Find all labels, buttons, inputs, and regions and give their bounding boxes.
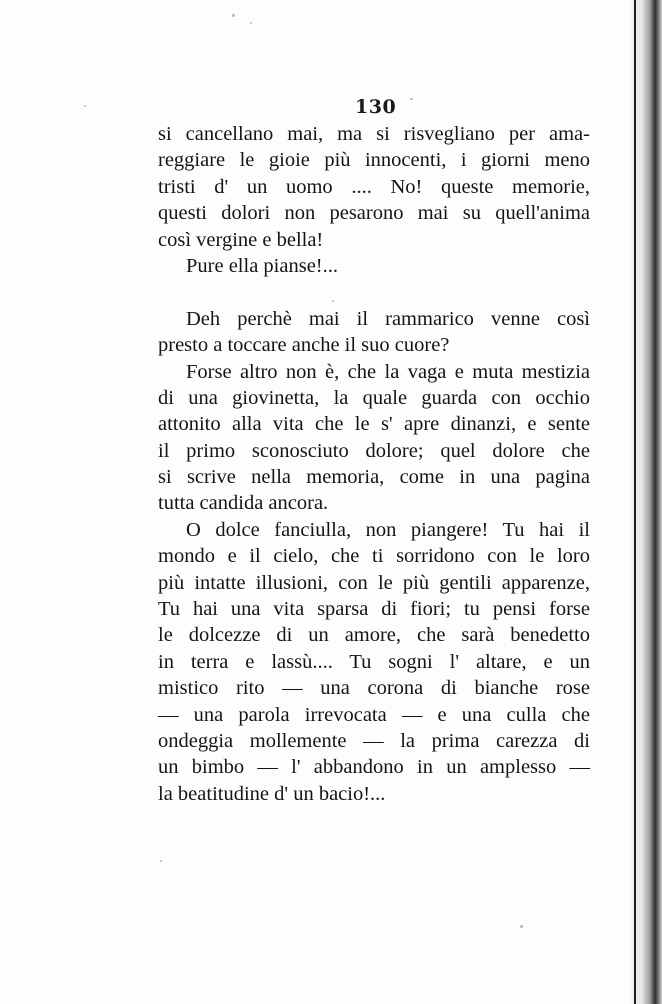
text-line: questi dolori non pesarono mai su quell'anima [158,202,590,225]
text-line: le dolcezze di un amore, che sarà benedetto [158,624,590,647]
text-line: di una giovinetta, la quale guarda con occhio [158,386,590,409]
section-break [158,279,590,305]
text-line: tutta candida ancora. [158,492,329,515]
text-line: Tu hai una vita sparsa di fiori; tu pensi forse [158,598,590,621]
text-line: Deh perchè mai il rammarico venne così [186,307,590,330]
text-line: Forse altro non è, che la vaga e muta mestizia [186,360,590,383]
text-line: un bimbo — l' abbandono in un amplesso — [158,756,590,779]
body-text [158,121,590,807]
paper-speck [160,860,162,862]
text-line: ondeggia mollemente — la prima carezza di [158,729,590,752]
paper-speck [232,14,235,17]
paper-speck [520,925,523,928]
text-line: mondo e il cielo, che ti sorridono con le loro [158,545,590,568]
text-line: più intatte illusioni, con le più gentili apparenze, [158,571,590,594]
text-line: presto a toccare anche il suo cuore? [158,334,450,357]
text-line: si cancellano mai, ma si risvegliano per ama- [158,123,590,145]
paper-speck [250,22,252,24]
text-line: O dolce fanciulla, non piangere! Tu hai il [186,518,590,541]
page-edge-line [634,0,636,1004]
text-line: si scrive nella memoria, come in una pagina [158,466,590,489]
page-number: 130 [355,96,397,118]
text-line: così vergine e bella! [158,228,324,251]
text-line: attonito alla vita che le s' apre dinanzi, e sente [158,413,590,436]
text-line: tristi d' un uomo .... No! queste memorie, [158,175,590,198]
text-line: reggiare le gioie più innocenti, i giorni meno [158,149,590,172]
paper-speck [410,98,413,100]
text-line: — una parola irrevocata — e una culla che [158,703,590,726]
text-line: Pure ella pianse!... [186,254,338,277]
text-line: in terra e lassù.... Tu sogni l' altare, e un [158,650,590,673]
text-line: mistico rito — una corona di bianche rose [158,677,590,700]
paper-speck [84,105,86,107]
text-line: il primo sconosciuto dolore; quel dolore che [158,439,590,462]
text-line: la beatitudine d' un bacio!... [158,782,386,805]
